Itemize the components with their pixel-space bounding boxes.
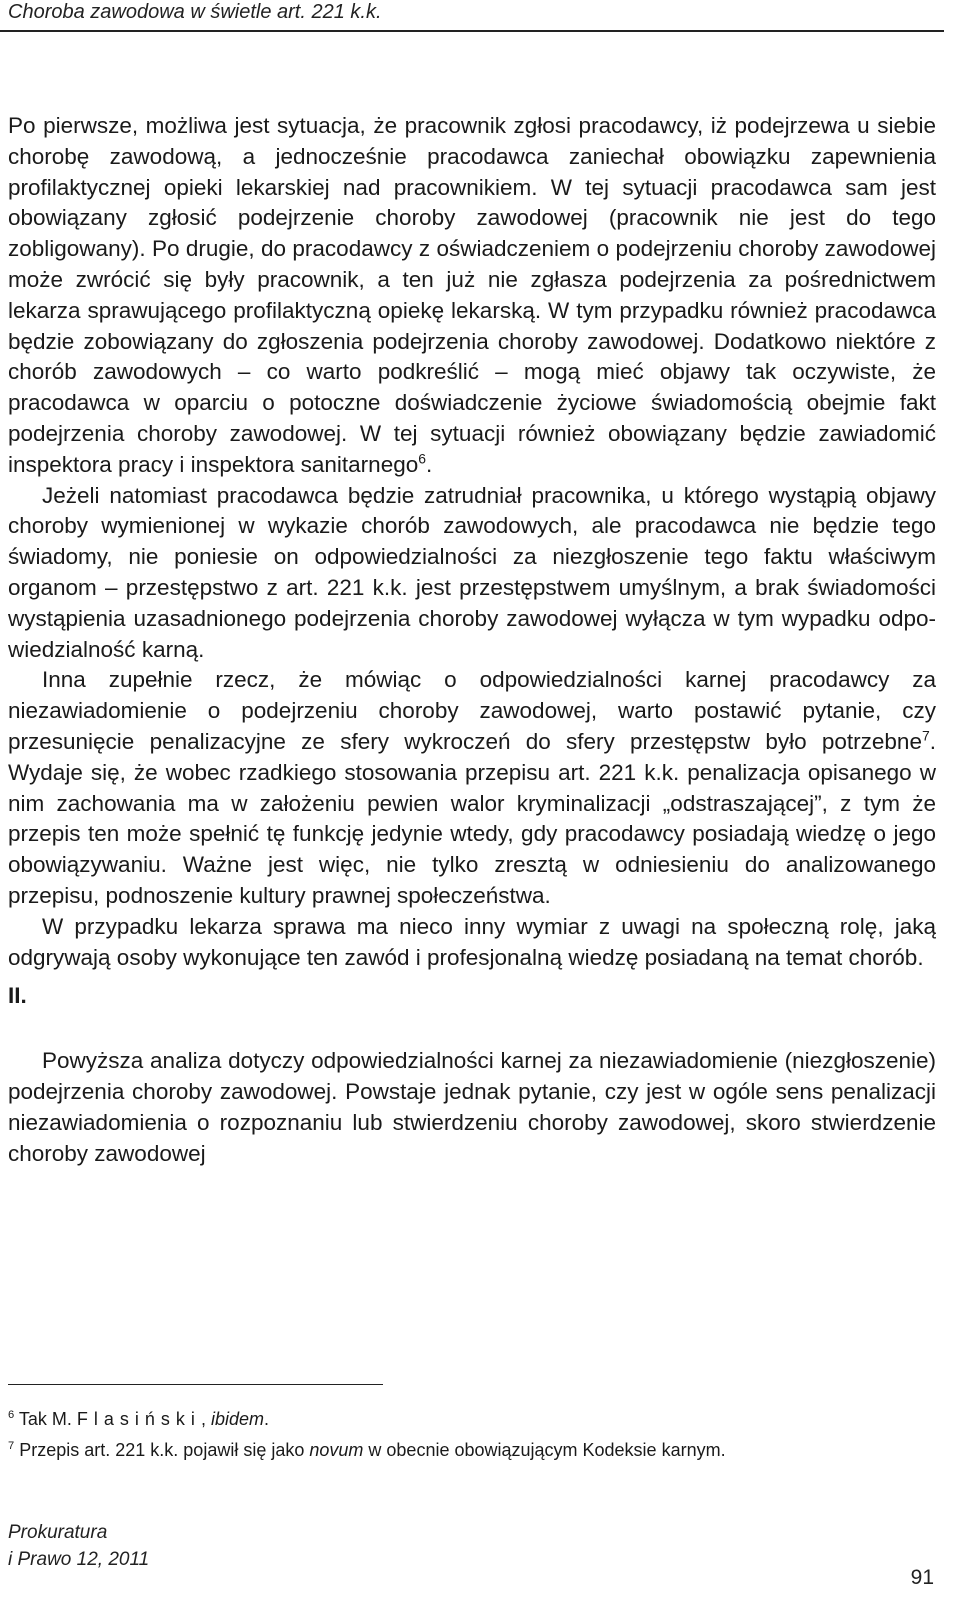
text-run: . <box>263 1409 269 1429</box>
text-run: , <box>200 1409 211 1429</box>
footnote-number: 6 <box>8 1409 15 1421</box>
footnotes <box>8 1404 936 1466</box>
footnote-separator <box>8 1384 383 1385</box>
running-header <box>0 0 944 32</box>
journal-info <box>8 1519 149 1573</box>
text-run: Inna zupełnie rzecz, że mówiąc o odpowiedzialności karnej pracodawcy za niezawiadomienie o podejrzeniu choroby zawodowej, warto postawić pytanie, czy przesunięcie penalizacyjne ze sfery wykroczeń do sfery przestępstw było potrzebne <box>8 667 936 754</box>
paragraph <box>8 481 936 666</box>
journal-name: Prokuratura <box>8 1522 108 1543</box>
text-run: w obecnie obowiązującym Kodeksie karnym. <box>363 1440 726 1460</box>
footnote <box>8 1404 936 1435</box>
text-run: Tak M. <box>18 1409 77 1429</box>
running-title: Choroba zawodowa w świetle art. 221 k.k. <box>8 1 382 23</box>
text-run: Jeżeli natomiast pracodawca będzie zatrudniał pracownika, u którego wystąpią objawy choroby wymienionej w wykazie chorób zawodowych, ale pracodawca nie będzie tego świadomy, nie poniesie on odpowiedzialności za niezgłoszenie tego faktu właściwym organom – przestępstwo z art. 221 k.k. jest przestępstwem umyślnym, a brak świadomości wystąpienia uzasadnionego podejrzenia choroby zawodowej wyłącza w tym wypadku odpowiedzialność karną. <box>8 482 936 662</box>
paragraph <box>8 665 936 911</box>
journal-issue: i Prawo 12, 2011 <box>8 1549 150 1570</box>
closing-paragraph: Powyższa analiza dotyczy odpowiedzialności karnej za niezawiadomienie (niezgłoszenie) podejrzenia choroby zawodowej. Powstaje jednak pytanie, czy jest w ogóle sens penalizacji niezawiadomienia o rozpoznaniu lub stwierdzeniu choroby zawodowej, skoro stwierdzenie choroby zawodowej <box>8 1048 936 1166</box>
text-run: Po pierwsze, możliwa jest sytuacja, że pracownik zgłosi pracodawcy, iż podejrzewa u siebie chorobę zawodową, a jednocześnie pracodawca zaniechał obowiązku zapewnienia profilaktycznej opieki lekarskiej nad pracownikiem. W tej sytuacji pracodawca sam jest obowiązany zgłosić podejrzenie choroby zawodowej (pracownik nie jest do tego zobligowany). Po drugie, do pracodawcy z oświadczeniem o podejrzeniu choroby zawodowej może zwrócić się były pracownik, a ten już nie zgłasza podejrzenia za pośrednictwem lekarza sprawującego profilaktyczną opiekę lekarską. W tym przypadku również pracodawca będzie zobowiązany do zgłoszenia podejrzenia choroby zawodowej. Dodatkowo niektóre z chorób zawodowych – co warto podkreślić – mogą mieć objawy tak oczywiste, że pracodawca w oparciu o potoczne doświadczenie życiowe świadomością obejmie fakt podejrzenia choroby zawodowej. W tej sytuacji również obowiązany będzie zawiadomić inspektora pracy i inspektora sanitarnego <box>8 113 936 477</box>
footnote-number: 7 <box>8 1440 15 1452</box>
paragraph <box>8 912 936 974</box>
footnote-ref: 7 <box>921 727 930 744</box>
text-run: . Wydaje się, że wobec rzadkiego stosowania przepisu art. 221 k.k. penalizacja opisanego w nim zachowania ma w założeniu pewien walor kryminalizacji „odstraszającej”, z tym że przepis ten może spełnić tę funkcję jedynie wtedy, gdy pracodawcy posiadają wiedzę o jego obowiązywaniu. Ważne jest więc, nie tylko zresztą w odniesieniu do analizowanego przepisu, podnoszenie kultury prawnej społeczeństwa. <box>8 728 936 908</box>
body-text <box>8 111 936 1169</box>
author-name: Flasiński <box>76 1409 201 1429</box>
paragraphs-container <box>8 111 936 973</box>
italic-text: novum <box>309 1440 364 1460</box>
italic-text: ibidem <box>210 1409 264 1429</box>
section-heading: II. <box>8 983 27 1009</box>
text-run: . <box>426 451 433 477</box>
footnote-ref: 6 <box>418 450 426 467</box>
text-run: W przypadku lekarza sprawa ma nieco inny wymiar z uwagi na społeczną rolę, jaką odgrywają osoby wykonujące ten zawód i profesjonalną wiedzę posiadaną na temat chorób. <box>8 913 936 970</box>
paragraph <box>8 111 936 481</box>
footnote <box>8 1435 936 1466</box>
text-run: Przepis art. 221 k.k. pojawił się jako <box>19 1440 310 1460</box>
page-number: 91 <box>910 1566 934 1589</box>
